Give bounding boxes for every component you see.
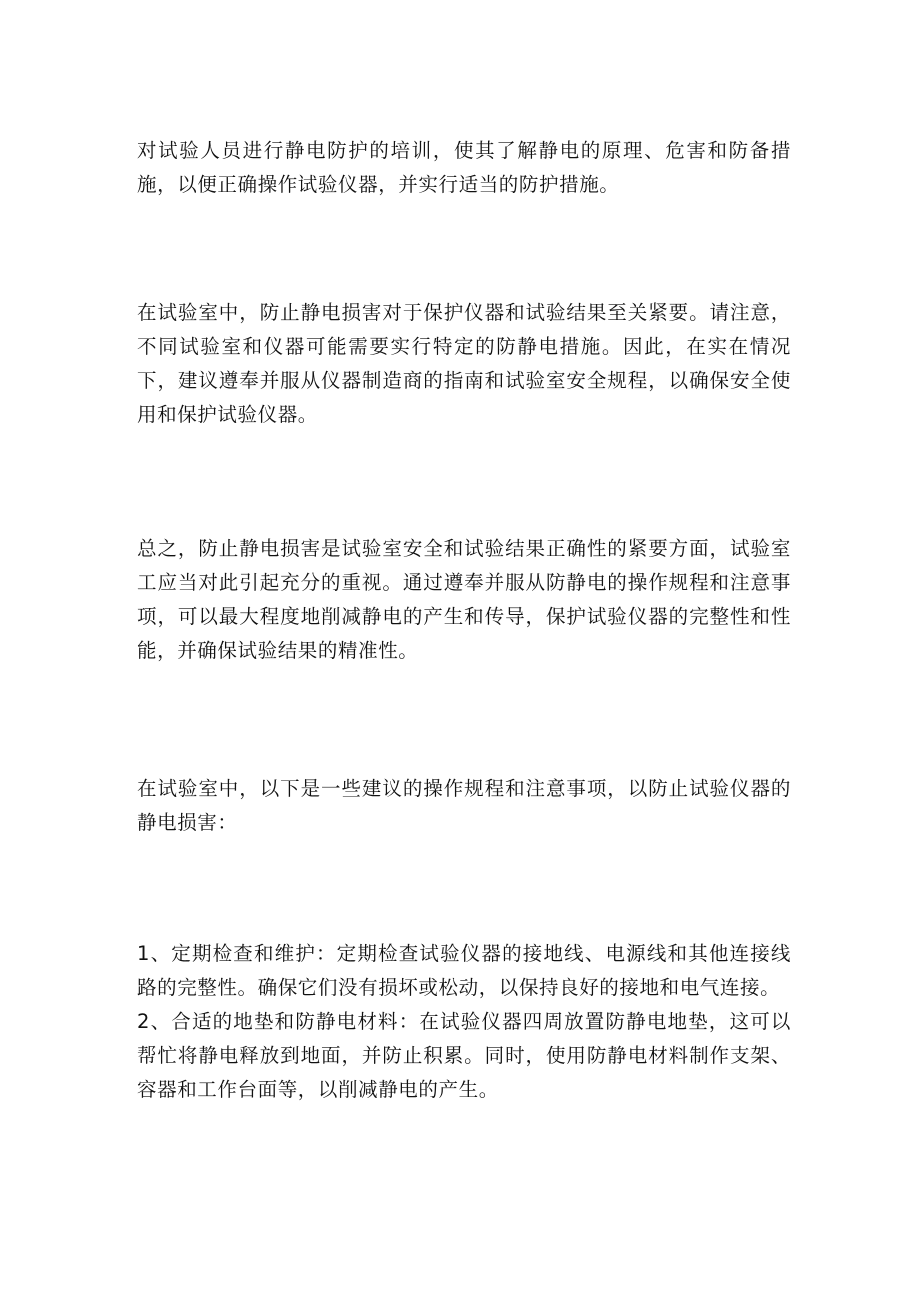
list-item: 1、定期检查和维护：定期检查试验仪器的接地线、电源线和其他连接线路的完整性。确保它们没有损坏或松动，以保持良好的接地和电气连接。 <box>137 942 791 999</box>
paragraph-training: 对试验人员进行静电防护的培训，使其了解静电的原理、危害和防备措施，以便正确操作试验仪器，并实行适当的防护措施。 <box>137 139 791 196</box>
paragraph-lab-protection: 在试验室中，防止静电损害对于保护仪器和试验结果至关紧要。请注意，不同试验室和仪器可能需要实行特定的防静电措施。因此，在实在情况下，建议遵奉并服从仪器制造商的指南和试验室安全规程，以确保安全使用和保护试验仪器。 <box>137 301 791 426</box>
paragraph-summary: 总之，防止静电损害是试验室安全和试验结果正确性的紧要方面，试验室工应当对此引起充分的重视。通过遵奉并服从防静电的操作规程和注意事项，可以最大程度地削减静电的产生和传导，保护试验仪器的完整性和性能，并确保试验结果的精准性。 <box>137 537 791 662</box>
rules-list <box>137 937 791 1107</box>
list-item: 2、合适的地垫和防静电材料：在试验仪器四周放置防静电地垫，这可以帮忙将静电释放到地面，并防止积累。同时，使用防静电材料制作支架、容器和工作台面等，以削减静电的产生。 <box>137 1010 791 1101</box>
paragraph-intro-rules: 在试验室中，以下是一些建议的操作规程和注意事项，以防止试验仪器的静电损害： <box>137 777 791 834</box>
